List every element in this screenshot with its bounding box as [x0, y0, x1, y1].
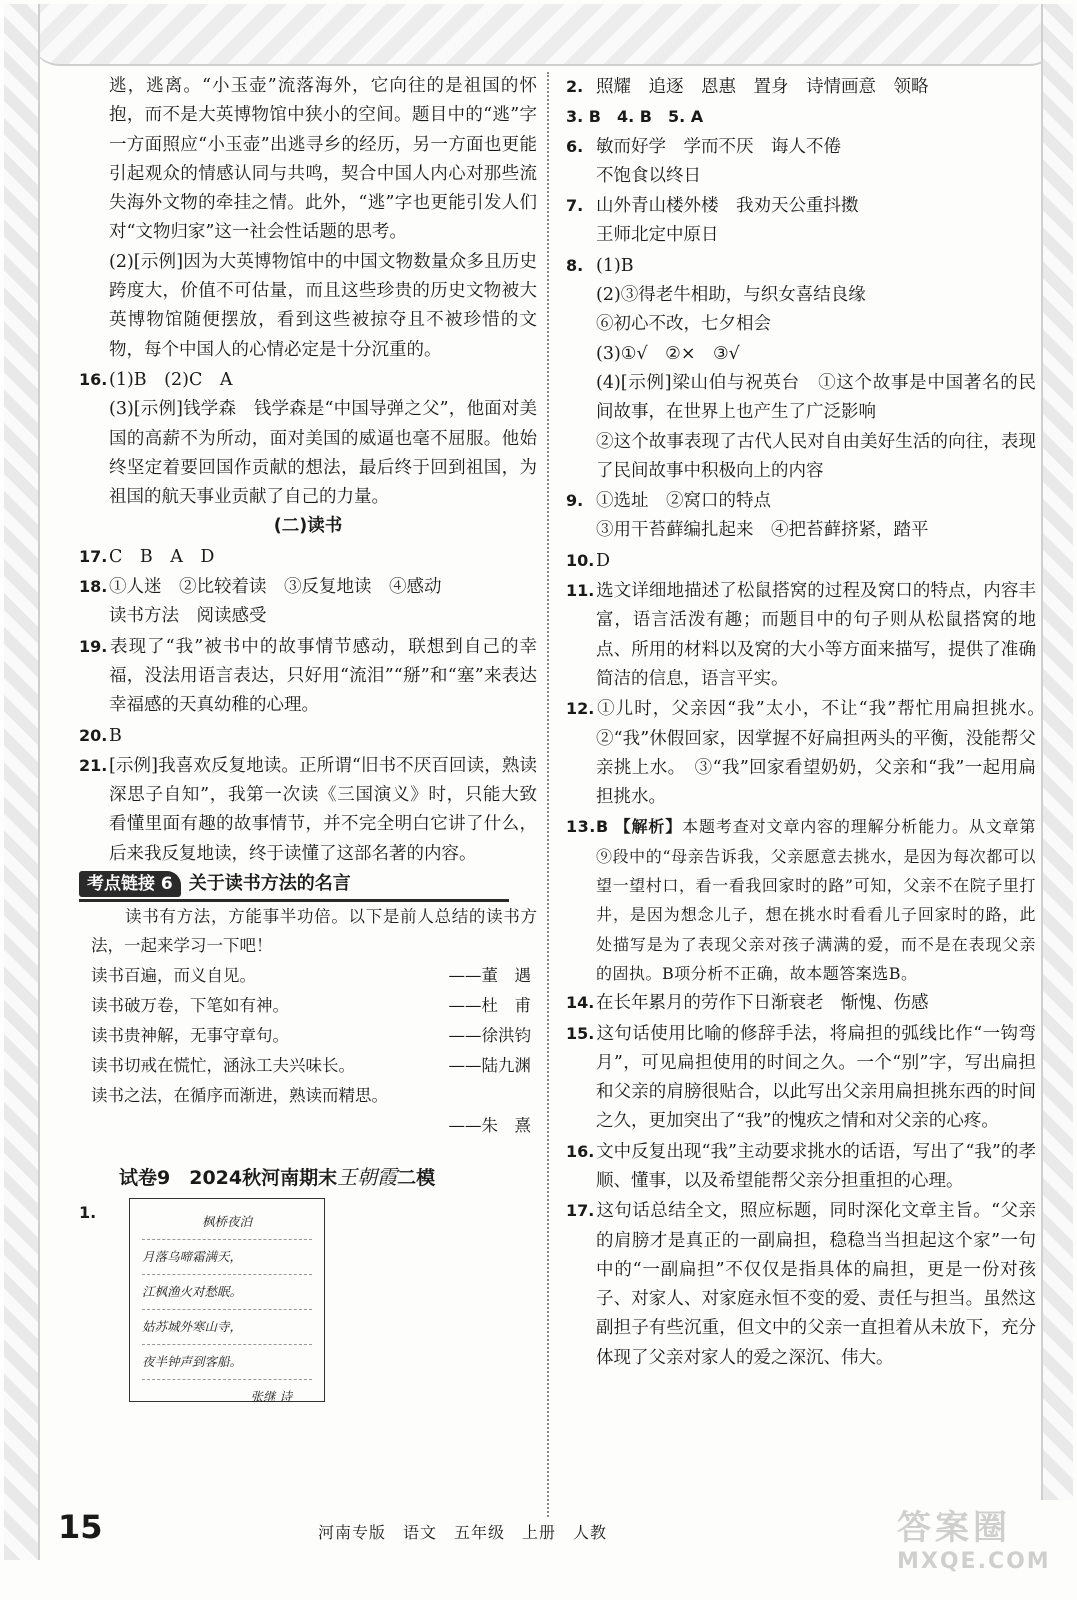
question-number: 19. — [79, 636, 108, 656]
question-14 — [566, 988, 1036, 1018]
poem-line: 姑苏城外寒山寺， — [142, 1310, 312, 1345]
answer-text: D — [596, 550, 611, 571]
quote-item — [79, 1051, 537, 1081]
quote-author: ——杜 甫 — [448, 995, 531, 1015]
answer-text: (1)B (2)C A — [109, 369, 233, 390]
question-number: 10. — [566, 550, 595, 570]
left-column — [79, 72, 537, 1404]
question-number: 1. — [79, 1202, 97, 1222]
answer-text: B — [109, 725, 122, 746]
question-16 — [566, 1137, 1036, 1197]
question-1 — [79, 1198, 537, 1404]
question-number: 7. — [566, 196, 584, 216]
question-9 — [566, 486, 1036, 516]
kaodian-header — [79, 869, 509, 902]
quote-author: ——朱 熹 — [448, 1115, 531, 1135]
quote-author: ——董 遇 — [448, 965, 531, 985]
watermark-logo: 答案圈 — [897, 1508, 1011, 1548]
question-number: 15. — [566, 1023, 595, 1043]
question-19 — [79, 632, 537, 721]
quote-text: 读书之法，在循序而渐进，熟读而精思。 — [91, 1085, 388, 1105]
question-13 — [566, 812, 1036, 988]
question-2 — [566, 72, 1036, 102]
test-title — [79, 1163, 537, 1194]
quote-item — [79, 991, 537, 1021]
question-number: 13. — [566, 817, 596, 837]
answer-text: 山外青山楼外楼 我劝天公重抖擞 — [596, 196, 859, 217]
question-3-5: 3. B 4. B 5. A — [566, 107, 704, 127]
right-column — [566, 72, 1054, 1373]
answer-paragraph: 逃，逃离。“小玉壶”流落海外，它向往的是祖国的怀抱，而不是大英博物馆中狭小的空间。题目中的“逃”字一方面照应“小玉壶”出逃寻乡的经历，另一方面也更能引起观众的情感认同与共鸣，契合中国人内心对那些流失海外文物的牵挂之情。此外，“逃”字也更能引发人们对“文物归家”这一社会性话题的思考。 — [109, 76, 537, 243]
quote-text: 读书切戒在慌忙，涵泳工夫兴味长。 — [91, 1055, 355, 1075]
answer-text: 在长年累月的劳作下日渐衰老 惭愧、伤感 — [596, 993, 929, 1014]
question-number: 14. — [566, 993, 595, 1013]
question-15 — [566, 1019, 1036, 1137]
handwritten-poem — [129, 1198, 325, 1402]
question-number: 16. — [566, 1141, 595, 1161]
answer-text: (1)B — [596, 255, 634, 276]
section-title: (二)读书 — [273, 516, 343, 537]
quote-list — [79, 961, 537, 1141]
question-18 — [79, 572, 537, 602]
decorative-frame-right — [1041, 4, 1073, 1500]
answer-paragraph: (3)[示例]钱学森 钱学森是“中国导弹之父”，他面对美国的高薪不为所动，面对美国的威逼也毫不屈服。他始终坚定着要回国作贡献的想法，最后终于回到祖国，为祖国的航天事业贡献了自己的力量。 — [109, 399, 537, 508]
quote-author: ——陆九渊 — [448, 1055, 531, 1075]
decorative-frame-top — [30, 4, 1059, 66]
question-11 — [566, 576, 1036, 694]
answer-text: 这句话使用比喻的修辞手法，将扁担的弧线比作“一钩弯月”，可见扁担使用的时间之久。一个“别”字，写出扁担和父亲的肩膀很贴合，以此写出父亲用扁担挑东西的时间之久，更加突出了“我”的愧疚之情和对父亲的心疼。 — [596, 1023, 1036, 1132]
answer-choice: B — [596, 817, 609, 837]
answer-paragraph: (2)[示例]因为大英博物馆中的中国文物数量众多且历史跨度大，价值不可估量，而且这些珍贵的历史文物被大英博物馆随便摆放，看到这些被掠夺且不被珍惜的文物，每个中国人的心情必定是十分沉重的。 — [109, 251, 537, 360]
question-number: 2. — [566, 77, 584, 96]
explanation-text: 本题考查对文章内容的理解分析能力。从文章第⑨段中的“母亲告诉我，父亲愿意去挑水，是因为每次都可以望一望村口，看一看我回家时的路”可知，父亲不在院子里打井，是因为想念儿子，想在挑水时看看儿子回家时的路，此处描写是为了表现父亲对孩子满满的爱，而不是在表现父亲的固执。B项分析不正确，故本题答案选B。 — [596, 817, 1036, 983]
poem-title: 枫桥夜泊 — [142, 1205, 312, 1240]
answer-paragraph: (3)①√ ②× ③√ — [596, 343, 740, 364]
question-6 — [566, 132, 1036, 162]
quote-item — [79, 1081, 537, 1111]
answer-text: C B A D — [109, 546, 215, 567]
answer-text: [示例]我喜欢反复地读。正所谓“旧书不厌百回读，熟读深思子自知”，我第一次读《三国演义》时，只能大致看懂里面有趣的故事情节，并不完全明白它讲了什么，后来我反复地读，终于读懂了这部名著的内容。 — [109, 755, 537, 864]
kaodian-intro: 读书有方法，方能事半功倍。以下是前人总结的读书方法，一起来学习一下吧！ — [91, 907, 537, 956]
answer-text: 文中反复出现“我”主动要求挑水的话语，写出了“我”的孝顺、懂事，以及希望能帮父亲分担重担的心理。 — [596, 1141, 1036, 1191]
page-number: 15 — [58, 1508, 103, 1546]
answer-paragraph: 读书方法 阅读感受 — [109, 606, 267, 627]
answer-text: 这句话总结全文，照应标题，同时深化文章主旨。“父亲的肩膀才是真正的一副扁担，稳稳当当担起这个家”一句中的“一副扁担”不仅仅是指具体的扁担，更是一份对孩子、对家人、对家庭永恒不变的爱、责任与担当。虽然这副担子有些沉重，但文中的父亲一直担着从未放下，充分体现了父亲对家人的爱之深沉、伟大。 — [596, 1201, 1036, 1368]
answer-text: 表现了“我”被书中的故事情节感动，联想到自己的幸福，没法用语言表达，只好用“流泪”“掰”和“塞”来表达幸福感的天真幼稚的心理。 — [109, 636, 537, 716]
kaodian-title: 关于读书方法的名言 — [188, 873, 351, 895]
question-17 — [566, 1196, 1036, 1373]
quote-item — [79, 961, 537, 991]
answer-paragraph: 王师北定中原日 — [596, 225, 719, 246]
answer-paragraph: (4)[示例]梁山伯与祝英台 ①这个故事是中国著名的民间故事，在世界上也产生了广泛影响 — [596, 372, 1036, 423]
answer-paragraph: 不饱食以终日 — [596, 165, 701, 186]
answer-paragraph: ⑥初心不改，七夕相会 — [596, 314, 771, 335]
quote-item — [79, 1111, 537, 1141]
question-10 — [566, 546, 1036, 576]
kaodian-tag: 考点链接 6 — [79, 871, 181, 897]
test-title-text: 试卷9 2024秋河南期末 — [119, 1166, 338, 1189]
question-17 — [79, 542, 537, 572]
watermark — [897, 1500, 1051, 1590]
quote-text: 读书贵神解，无事守章句。 — [91, 1025, 289, 1045]
quote-text: 读书破万卷，下笔如有神。 — [91, 995, 289, 1015]
answer-text: 照耀 追逐 恩惠 置身 诗情画意 领略 — [596, 77, 929, 97]
question-number: 20. — [79, 725, 108, 745]
answer-text: 敏而好学 学而不厌 诲人不倦 — [596, 136, 841, 157]
answer-text: ①人迷 ②比较着读 ③反复地读 ④感动 — [109, 577, 442, 598]
poem-line: 江枫渔火对愁眠。 — [142, 1275, 312, 1310]
decorative-frame-left — [4, 4, 40, 1560]
question-12 — [566, 694, 1054, 812]
poem-line: 夜半钟声到客船。 — [142, 1345, 312, 1380]
question-number: 12. — [566, 699, 595, 719]
answer-paragraph: ③用干苔藓编扎起来 ④把苔藓挤紧，踏平 — [596, 520, 929, 541]
answer-page — [46, 68, 1054, 1528]
question-number: 17. — [79, 546, 108, 566]
answer-text: ①选址 ②窝口的特点 — [596, 491, 771, 512]
explanation-label: 【解析】 — [614, 817, 683, 837]
question-7 — [566, 191, 1036, 221]
quote-item — [79, 1021, 537, 1051]
watermark-url: MXQE.COM — [897, 1549, 1051, 1574]
question-number: 8. — [566, 255, 584, 275]
answer-text: ①儿时，父亲因“我”太小，不让“我”帮忙用扁担挑水。 ②“我”休假回家，因掌握不好扁担两头的平衡，没能帮父亲挑上水。 ③“我”回家看望奶奶，父亲和“我”一起用扁担挑水。 — [596, 699, 1054, 808]
column-divider — [547, 72, 549, 1517]
question-16 — [79, 365, 537, 395]
answer-paragraph: ②这个故事表现了古代人民对自由美好生活的向往，表现了民间故事中积极向上的内容 — [596, 431, 1036, 481]
question-number: 16. — [79, 369, 108, 389]
answer-paragraph: (2)③得老牛相助，与织女喜结良缘 — [596, 285, 866, 306]
question-8 — [566, 251, 1036, 281]
question-number: 18. — [79, 577, 108, 597]
question-number: 9. — [566, 491, 584, 511]
question-number: 21. — [79, 755, 108, 775]
footer-info: 河南专版 语文 五年级 上册 人教 — [318, 1523, 608, 1542]
poem-author: 张继 诗 — [250, 1388, 292, 1404]
quote-author: ——徐洪钧 — [448, 1025, 531, 1045]
question-number: 6. — [566, 136, 584, 156]
test-title-suffix: 二模 — [397, 1166, 436, 1189]
answer-text: 选文详细地描述了松鼠搭窝的过程及窝口的特点，内容丰富，语言活泼有趣；而题目中的句子则从松鼠搭窝的地点、所用的材料以及窝的大小等方面来描写，提供了准确简洁的信息，语言平实。 — [596, 581, 1036, 689]
question-21 — [79, 751, 537, 869]
spacer — [79, 1141, 537, 1163]
question-20 — [79, 721, 537, 751]
question-number: 17. — [566, 1201, 595, 1221]
poem-line: 月落乌啼霜满天， — [142, 1240, 312, 1275]
quote-text: 读书百遍，而义自见。 — [91, 965, 256, 985]
question-number: 11. — [566, 581, 595, 601]
brand-logo: 王朝霞 — [337, 1164, 398, 1189]
